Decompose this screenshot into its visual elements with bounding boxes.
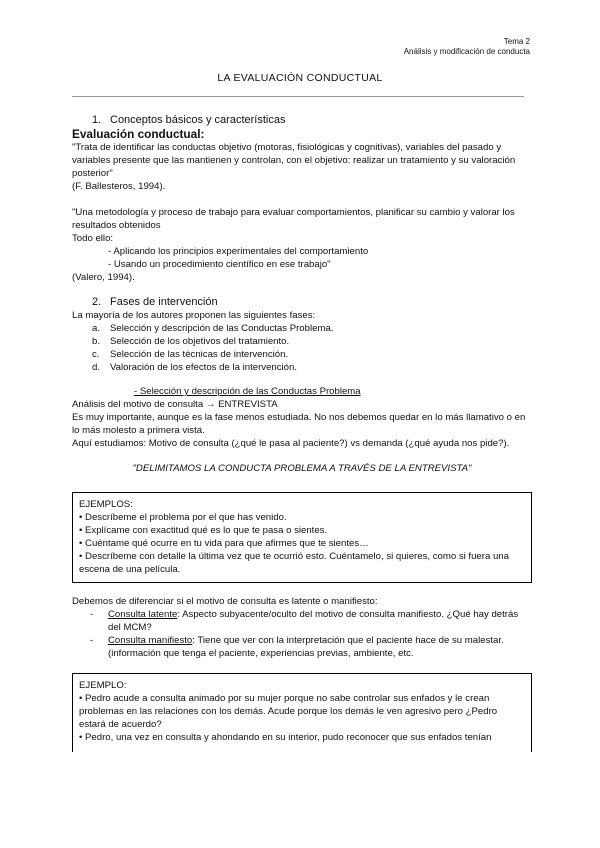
term-latent: Consulta latente xyxy=(108,609,178,620)
subsection-heading: - Selección y descripción de las Conductas Problema xyxy=(134,386,361,397)
section-2-title: Fases de intervención xyxy=(110,296,218,308)
example-item: • Descríbeme con detalle la última vez que te ocurrió esto. Cuéntamelo, si quieres, como si fuera una escena de una película. xyxy=(79,551,509,575)
examples-box xyxy=(72,492,532,583)
list-item xyxy=(72,322,532,335)
section-2-number: 2. xyxy=(92,296,102,308)
title-divider xyxy=(72,96,524,97)
document-body xyxy=(72,113,532,752)
list-item-text: Selección y descripción de las Conductas Problema. xyxy=(110,323,334,334)
list-marker: b. xyxy=(92,336,101,347)
section-2-heading xyxy=(72,295,532,309)
section-1-heading xyxy=(72,113,532,127)
principle-bullet-2: - Usando un procedimiento científico en ese trabajo" xyxy=(108,259,331,270)
definition-quote-2: "Una metodología y proceso de trabajo para evaluar comportamientos, planificar su cambio y valorar los resultados obtenidos xyxy=(72,207,515,231)
example-item: • Explícame con exactitud qué es lo que te pasa o sientes. xyxy=(79,525,328,536)
list-item xyxy=(72,634,532,660)
principle-bullet-1: - Aplicando los principios experimentales del comportamiento xyxy=(108,246,369,257)
section-1-title: Conceptos básicos y características xyxy=(110,114,286,126)
analysis-line: Análisis del motivo de consulta → ENTREVISTA xyxy=(72,399,278,410)
citation-1: (F. Ballesteros, 1994). xyxy=(72,181,166,192)
study-paragraph: Aquí estudiamos: Motivo de consulta (¿qué le pasa al paciente?) vs demanda (¿qué ayuda nos pide?). xyxy=(72,438,510,449)
list-item xyxy=(72,361,532,374)
list-item xyxy=(72,335,532,348)
example-label: EJEMPLO: xyxy=(79,680,127,691)
list-marker: - xyxy=(90,609,94,620)
definition-heading: Evaluación conductual: xyxy=(72,127,205,141)
list-marker: a. xyxy=(92,323,101,334)
section-1-number: 1. xyxy=(92,114,102,126)
page-header xyxy=(404,37,530,57)
list-marker: c. xyxy=(92,349,100,360)
term-definition: : Tiene que ver con la interpretación que el paciente hace de su malestar. (información que tenga el paciente, experiencias previas, ambiente, etc. xyxy=(108,635,504,659)
list-item-text: Valoración de los efectos de la intervención. xyxy=(110,362,298,373)
example-item: • Pedro, una vez en consulta y ahondando en su interior, pudo reconocer que sus enfados tenían xyxy=(79,732,492,743)
header-topic: Tema 2 xyxy=(503,37,530,46)
list-marker: - xyxy=(90,635,94,646)
example-item: • Descríbeme el problema por el que has venido. xyxy=(79,512,287,523)
consult-types-list xyxy=(72,608,532,660)
highlight-quote: "DELIMITAMOS LA CONDUCTA PROBLEMA A TRAVÉS DE LA ENTREVISTA" xyxy=(132,463,472,474)
header-subject: Análisis y modificación de conducta xyxy=(403,47,530,56)
todo-ello-label: Todo ello: xyxy=(72,233,114,244)
term-definition: : Aspecto subyacente/oculto del motivo de consulta manifiesto. ¿Qué hay detrás del MCM? xyxy=(108,609,519,633)
definition-quote-1: "Trata de identificar las conductas objetivo (motoras, fisiológicas y cognitivas), variables del pasado y variables presente que las mantienen y controlan, con el objetivo: realizar un tratamiento y su valoración posterior" xyxy=(72,142,516,179)
document-title: LA EVALUACIÓN CONDUCTUAL xyxy=(217,72,383,84)
list-item-text: Selección de las técnicas de intervención. xyxy=(110,349,289,360)
phases-intro: La mayoría de los autores proponen las siguientes fases: xyxy=(72,310,316,321)
list-item xyxy=(72,348,532,361)
citation-2: (Valero, 1994). xyxy=(72,272,135,283)
list-marker: d. xyxy=(92,362,101,373)
examples-label: EJEMPLOS: xyxy=(79,499,133,510)
example-item: • Pedro acude a consulta animado por su mujer porque no sabe controlar sus enfados y le crean problemas en las relaciones con los demás. Acude porque los demás le ven agresivo pero ¿Pedro estará de acuerdo? xyxy=(79,693,498,730)
importance-paragraph: Es muy importante, aunque es la fase menos estudiada. No nos debemos quedar en lo más llamativo o en lo más molesto a primera vista. xyxy=(72,412,526,436)
example-box xyxy=(72,673,532,752)
term-manifest: Consulta manifiesto xyxy=(108,635,193,646)
example-item: • Cuéntame qué ocurre en tu vida para que afirmes que te sientes… xyxy=(79,538,369,549)
phases-list xyxy=(72,322,532,374)
list-item-text: Selección de los objetivos del tratamiento. xyxy=(110,336,290,347)
list-item xyxy=(72,608,532,634)
latent-intro: Debemos de diferenciar si el motivo de consulta es latente o manifiesto: xyxy=(72,596,378,607)
